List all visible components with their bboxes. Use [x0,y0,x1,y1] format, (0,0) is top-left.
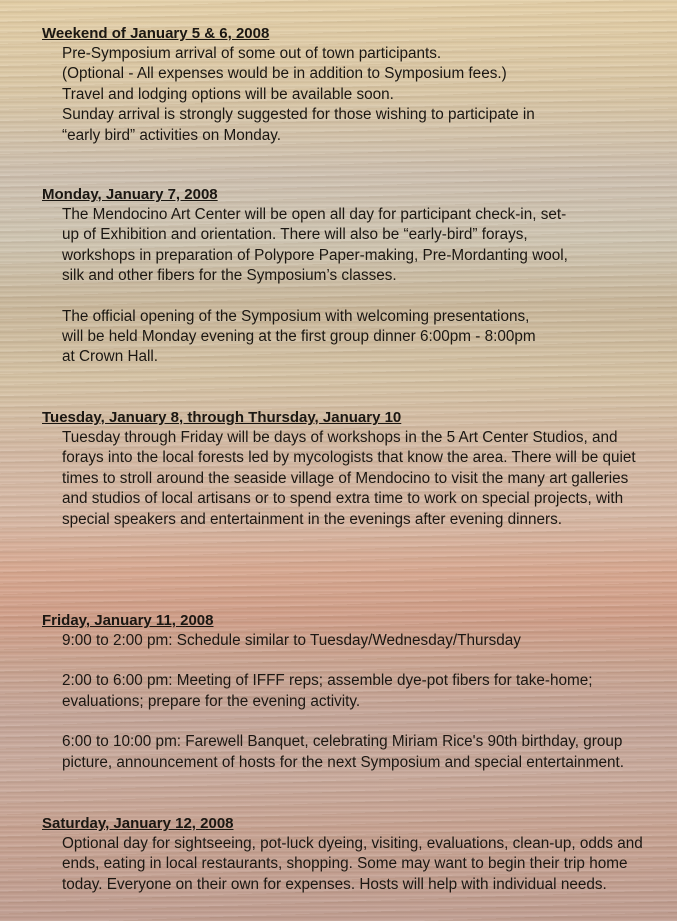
section-saturday [42,814,657,895]
section-paragraph: 2:00 to 6:00 pm: Meeting of IFFF reps; assemble dye-pot fibers for take-home; evaluations; prepare for the evening activity. [62,672,593,710]
section-monday [42,185,657,368]
section-heading: Monday, January 7, 2008 [42,186,218,203]
section-tuesday-thursday [42,408,657,530]
section-paragraph: Pre-Symposium arrival of some out of town participants. [62,45,442,62]
section-heading: Weekend of January 5 & 6, 2008 [42,25,270,42]
section-paragraph: The Mendocino Art Center will be open all day for participant check-in, set-up of Exhibition and orientation. There will also be “early-bird” forays, workshops in preparation of Polypore Paper-making, Pre-Mordanting wool, silk and other fibers for the Symposium’s classes. [62,206,568,285]
section-paragraph: (Optional - All expenses would be in addition to Symposium fees.) [62,65,507,83]
section-weekend [42,24,657,146]
section-paragraph: The official opening of the Symposium with welcoming presentations, will be held Monday evening at the first group dinner 6:00pm - 8:00pm at Crown Hall. [62,307,536,366]
section-paragraph: Optional day for sightseeing, pot-luck dyeing, visiting, evaluations, clean-up, odds and ends, eating in local restaurants, shopping. Some may want to begin their trip home today. Everyone on their own for expenses. Hosts will help with individual needs. [62,835,643,893]
section-heading: Friday, January 11, 2008 [42,612,214,629]
section-heading: Saturday, January 12, 2008 [42,815,234,832]
paragraph-gap [42,287,657,307]
section-paragraph: Sunday arrival is strongly suggested for those wishing to participate in “early bird” activities on Monday. [62,106,535,144]
section-friday [42,611,657,773]
paragraph-gap [42,651,657,671]
section-heading: Tuesday, January 8, through Thursday, January 10 [42,409,402,426]
section-paragraph: 6:00 to 10:00 pm: Farewell Banquet, celebrating Miriam Rice's 90th birthday, group picture, announcement of hosts for the next Symposium and special entertainment. [62,733,625,771]
paragraph-gap [42,712,657,732]
section-paragraph: 9:00 to 2:00 pm: Schedule similar to Tuesday/Wednesday/Thursday [62,632,521,649]
section-paragraph: Travel and lodging options will be available soon. [62,85,394,103]
section-paragraph: Tuesday through Friday will be days of workshops in the 5 Art Center Studios, and forays into the local forests led by mycologists that know the area. There will be quiet times to stroll around the seaside village of Mendocino to visit the many art galleries and studios of local artisans or to spend extra time to work on special projects, with special speakers and entertainment in the evenings after evening dinners. [62,429,636,528]
